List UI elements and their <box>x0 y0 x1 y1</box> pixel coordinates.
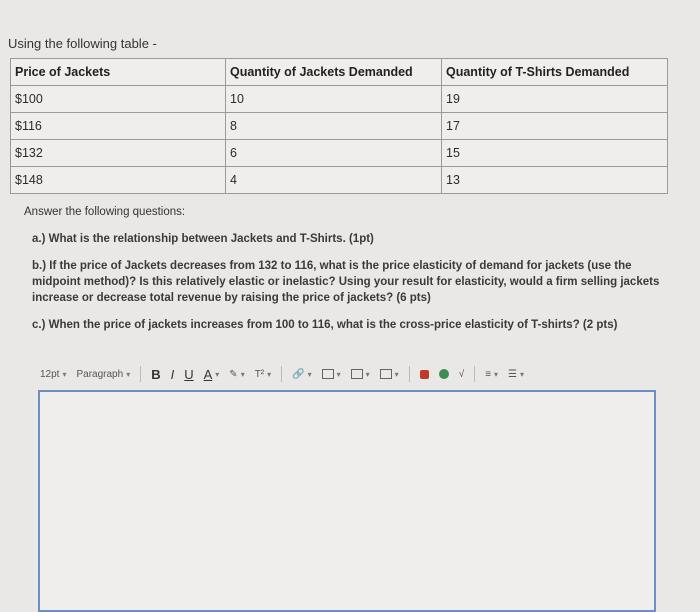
table-row <box>11 113 668 140</box>
block-format-select[interactable] <box>76 369 130 380</box>
cell-tshirts: 13 <box>442 167 668 194</box>
align-button[interactable] <box>485 369 498 380</box>
answer-text-editor[interactable] <box>38 390 656 612</box>
chevron-down-icon: ▾ <box>394 369 399 379</box>
cell-jackets: 10 <box>226 86 442 113</box>
cell-tshirts: 15 <box>442 140 668 167</box>
header-price: Price of Jackets <box>11 59 226 86</box>
superscript-button[interactable] <box>255 369 271 380</box>
chevron-down-icon: ▾ <box>336 369 341 379</box>
image-button[interactable] <box>322 369 341 379</box>
toolbar-divider <box>409 366 410 382</box>
highlight-icon: ✎ <box>229 368 238 380</box>
bold-button[interactable]: B <box>151 366 161 382</box>
media-button[interactable] <box>351 369 370 379</box>
chevron-down-icon: ▾ <box>520 369 525 379</box>
question-c: c.) When the price of jackets increases from 100 to 116, what is the cross-price elasticity of T-shirts? (2 pts) <box>32 319 618 331</box>
math-icon[interactable]: √ <box>458 368 465 380</box>
font-size-label: 12pt <box>40 368 60 380</box>
header-jackets-qty: Quantity of Jackets Demanded <box>226 59 442 86</box>
image-icon <box>322 369 334 379</box>
document-icon <box>380 369 392 379</box>
cell-jackets: 6 <box>226 140 442 167</box>
highlight-button[interactable] <box>229 369 244 380</box>
underline-button[interactable]: U <box>184 366 194 382</box>
cell-price: $100 <box>11 86 226 113</box>
link-button[interactable] <box>292 369 311 380</box>
block-format-label: Paragraph <box>76 368 124 380</box>
intro-text: Using the following table - <box>8 36 157 51</box>
chevron-down-icon: ▾ <box>365 369 370 379</box>
data-table <box>10 58 668 194</box>
text-color-button[interactable] <box>204 367 220 382</box>
chevron-down-icon: ▾ <box>215 369 220 379</box>
toolbar-divider <box>474 366 475 382</box>
table-row <box>11 140 668 167</box>
list-button[interactable] <box>508 369 524 380</box>
questions-heading: Answer the following questions: <box>24 206 186 218</box>
cell-price: $132 <box>11 140 226 167</box>
cell-jackets: 4 <box>226 167 442 194</box>
font-size-select[interactable] <box>40 369 66 380</box>
table-row <box>11 167 668 194</box>
cell-price: $148 <box>11 167 226 194</box>
toolbar-divider <box>281 366 282 382</box>
cell-tshirts: 17 <box>442 113 668 140</box>
header-tshirts-qty: Quantity of T-Shirts Demanded <box>442 59 668 86</box>
apps-icon[interactable] <box>439 369 449 379</box>
media-icon <box>351 369 363 379</box>
cell-tshirts: 19 <box>442 86 668 113</box>
align-icon: ≡ <box>485 368 492 380</box>
chevron-down-icon: ▾ <box>494 369 499 379</box>
chevron-down-icon: ▾ <box>267 369 272 379</box>
list-icon: ☰ <box>508 368 518 380</box>
question-a: a.) What is the relationship between Jackets and T-Shirts. (1pt) <box>32 233 374 245</box>
chevron-down-icon: ▾ <box>126 369 131 379</box>
table-row <box>11 86 668 113</box>
record-icon[interactable] <box>420 370 429 379</box>
superscript-icon: T² <box>254 368 265 380</box>
question-b: b.) If the price of Jackets decreases from 132 to 116, what is the price elasticity of demand for jackets (use the midpoint method)? Is this relatively elastic or inelastic? Using your result for elasticity, would a firm selling jackets increase or decrease total revenue by raising the price of jackets? (6 pts) <box>32 260 660 304</box>
text-color-icon: A <box>203 366 213 382</box>
chevron-down-icon: ▾ <box>307 369 312 379</box>
toolbar-divider <box>140 366 141 382</box>
editor-toolbar <box>40 362 660 386</box>
cell-price: $116 <box>11 113 226 140</box>
link-icon: 🔗 <box>292 368 305 380</box>
document-button[interactable] <box>380 369 399 379</box>
table-header-row <box>11 59 668 86</box>
questions-section <box>24 204 674 344</box>
cell-jackets: 8 <box>226 113 442 140</box>
italic-button[interactable]: I <box>170 366 175 382</box>
chevron-down-icon: ▾ <box>240 369 245 379</box>
chevron-down-icon: ▾ <box>62 369 67 379</box>
